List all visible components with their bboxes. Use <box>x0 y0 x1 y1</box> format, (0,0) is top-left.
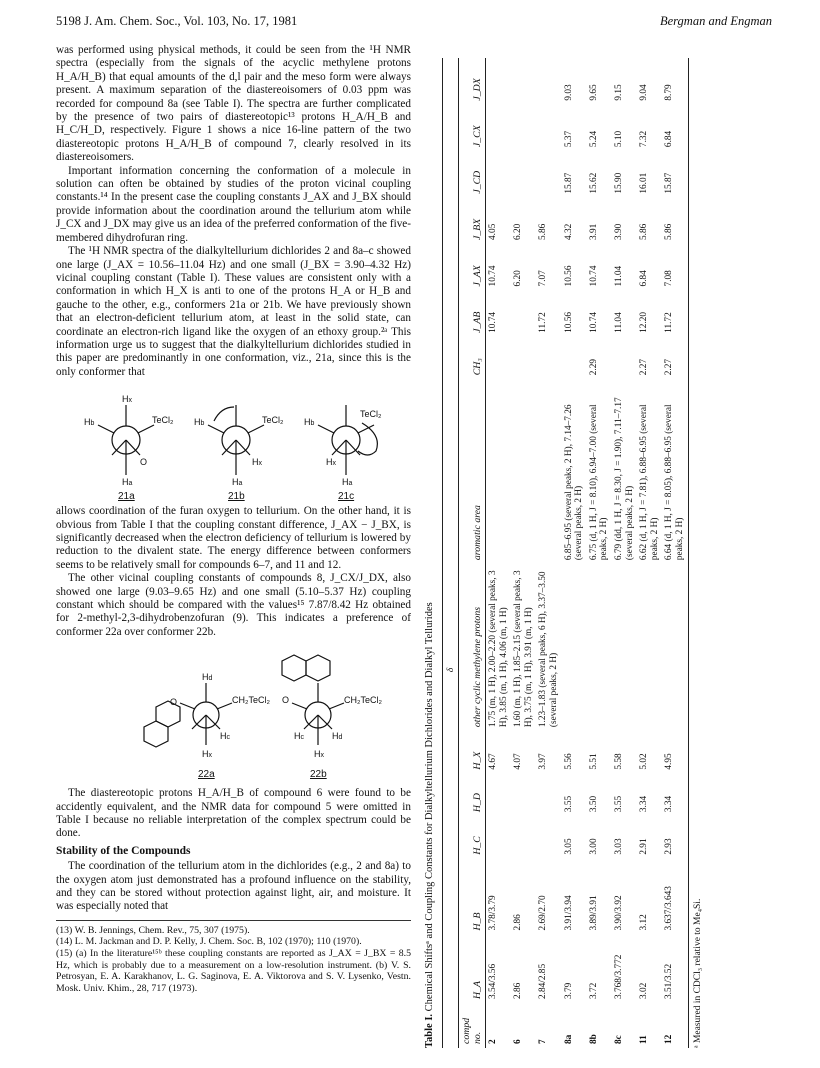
table-cell: 2.27 <box>639 358 650 376</box>
table-cell: 10.56 <box>563 265 574 287</box>
table-cell: 5.86 <box>538 223 549 241</box>
table-cell: 3.55 <box>613 795 624 813</box>
table-cell: 6 <box>513 1039 524 1044</box>
table-cell: 3.90/3.92 <box>613 895 624 931</box>
table-cell <box>486 151 512 198</box>
svg-text:O: O <box>140 457 148 468</box>
table-cell: 3.50 <box>588 795 599 813</box>
table-cell: 1.23–1.83 (several peaks, 6 H), 3.37–3.50 (several peaks, 2 H) <box>538 571 559 728</box>
svg-text:Hc: Hc <box>294 731 304 742</box>
table-cell: 2.91 <box>639 838 650 855</box>
table-cell: 3.51/3.52 <box>662 935 688 1004</box>
table-cell: 11.72 <box>662 290 688 336</box>
conformer-figure-22 <box>56 645 411 783</box>
table-cell <box>536 58 561 105</box>
table-cell: 5.02 <box>639 753 650 770</box>
table-cell: 8c <box>613 1035 624 1044</box>
table-cell: 2.84/2.85 <box>538 963 549 1000</box>
table-cell: 3.00 <box>588 838 599 855</box>
table-cell: 10.74 <box>588 311 599 333</box>
table-cell: 12.20 <box>639 311 650 333</box>
column-header: J_DX <box>459 58 486 105</box>
table-cell <box>536 816 561 859</box>
table-cell <box>511 379 536 564</box>
newman-projections-21 <box>56 385 411 501</box>
table-cell <box>612 564 637 731</box>
table-cell: 3.79 <box>563 982 574 1000</box>
table-cell: 11.72 <box>538 312 549 333</box>
paragraph: The diastereotopic protons H_A/H_B of compound 6 were found to be accidently equivalent, and the NMR data for compound 5 were omitted in Table I because no reliable interpretation of the complex spectrum could be done. <box>56 787 411 840</box>
table-cell: 8a <box>563 1034 574 1044</box>
table-cell: 3.34 <box>662 774 688 817</box>
column-header: H_D <box>459 774 486 817</box>
label-21c: 21c <box>338 491 355 502</box>
svg-text:Hx: Hx <box>326 457 336 468</box>
table-cell: 6.79 (dd, 1 H, J = 8.30, J = 1.90), 7.11–7.17 (several peaks, 2 H) <box>613 397 635 561</box>
running-authors: Bergman and Engman <box>659 14 772 28</box>
section-heading: Stability of the Compounds <box>56 844 191 857</box>
table-cell: 3.02 <box>639 982 650 1000</box>
table-cell: 15.87 <box>563 172 574 194</box>
column-header: H_C <box>459 816 486 859</box>
table-footnote: ᵃ Measured in CDCl₃ relative to Me₄Si. <box>692 898 703 1048</box>
table-cell: 6.75 (d, 1 H, J = 8.10), 6.94–7.00 (several peaks, 2 H) <box>588 404 610 561</box>
table-cell: 9.04 <box>639 84 650 101</box>
svg-text:Hb: Hb <box>84 417 95 428</box>
table-cell: 5.58 <box>613 753 624 770</box>
table-cell: 6.62 (d, 1 H, J = 7.81), 6.88–6.95 (several peaks, 2 H) <box>639 404 660 561</box>
table-cell: 3.78/3.79 <box>488 895 498 931</box>
table-cell <box>486 379 512 564</box>
paragraph: was performed using physical methods, it could be seen from the ¹H NMR spectra (especially from the signals of the acyclic methylene protons H_A/H_B) that equal amounts of the d,l pair and the meso form were always present. A maximum separation of the diastereoisomers of 0.03 ppm was recorded for compound 8a (see Table I). The spectra are further complicated by the presence of two pairs of diastereotopic¹³ protons H_A/H_B and H_C/H_D, respectively. Figure 1 shows a nice 16-line pattern of the two diastereotopic protons H_A/H_B of compound 7, clearly resolved in its diastereoisomers. <box>56 44 411 164</box>
table-row <box>612 58 637 1048</box>
table-cell <box>486 816 512 859</box>
column-header: J_AB <box>459 290 486 336</box>
table-cell: 1.75 (m, 1 H), 2.00–2.20 (several peaks, 3 H), 3.85 (m, 1 H), 4.06 (m, 1 H) <box>488 570 509 728</box>
table-cell: 3.637/3.643 <box>662 859 688 935</box>
table-cell: 5.51 <box>588 753 599 770</box>
table-cell: 4.05 <box>488 223 498 241</box>
svg-text:Hb: Hb <box>304 417 315 428</box>
footnote: (13) W. B. Jennings, Chem. Rev., 75, 307 (1975). <box>56 924 250 936</box>
page-header <box>56 14 772 34</box>
paragraph: The coordination of the tellurium atom in the dichlorides (e.g., 2 and 8a) to the oxygen atom just demonstrated has a profound influence on the stability, and they can be stored without protection against light, air, and moisture. It was especially noted that <box>56 860 411 913</box>
column-header: J_CD <box>459 151 486 198</box>
svg-text:TeCl₂: TeCl₂ <box>262 415 284 426</box>
table-cell: 9.03 <box>563 84 574 101</box>
label-21b: 21b <box>228 491 245 502</box>
svg-text:Ha: Ha <box>232 477 243 488</box>
table-cell: 5.86 <box>639 223 650 241</box>
column-header: H_A <box>459 935 486 1004</box>
column-header: compd no. <box>459 1003 486 1048</box>
svg-text:CH₂TeCl₂: CH₂TeCl₂ <box>232 695 270 706</box>
table-cell: 16.01 <box>639 172 650 194</box>
table-cell <box>511 151 536 198</box>
table-cell: 3.89/3.91 <box>588 895 599 931</box>
table-cell: 4.67 <box>488 753 498 770</box>
paragraph: allows coordination of the furan oxygen to tellurium. On the other hand, it is obvious from Table I that the coupling constant difference, J_AX − J_BX, is significantly decreased when the electron deficiency of tellurium is lowered by reduction to the divalent state. The energy difference between conformers seems to be relatively small for compounds 6–7, and 11 and 12. <box>56 505 411 571</box>
table-cell: 6.84 <box>662 105 688 151</box>
svg-text:TeCl₂: TeCl₂ <box>360 409 382 420</box>
table-cell: 5.56 <box>563 753 574 770</box>
table-cell: 3.90 <box>613 223 624 241</box>
table-cell: 3.03 <box>613 838 624 855</box>
column-headers <box>459 58 486 1048</box>
table-cell: 3.34 <box>639 795 650 813</box>
table-cell <box>587 564 612 731</box>
column-header: H_X <box>459 731 486 773</box>
table-cell: 2.86 <box>513 914 524 931</box>
table-cell <box>536 105 561 151</box>
table-cell: 2.69/2.70 <box>538 895 549 931</box>
table-cell: 2.27 <box>662 337 688 379</box>
table-cell: 10.74 <box>488 311 498 333</box>
table-cell: 3.05 <box>563 838 574 855</box>
table-cell: 7.07 <box>538 270 549 287</box>
table-row <box>486 58 512 1048</box>
table-cell <box>486 58 512 105</box>
table-cell: 11.04 <box>613 265 624 287</box>
column-header: J_CX <box>459 105 486 151</box>
svg-text:Ha: Ha <box>342 477 353 488</box>
table-cell: 8.79 <box>662 58 688 105</box>
footnote: (15) (a) In the literature¹⁵ᵇ these coupling constants are reported as J_AX = J_BX = 8.5 Hz, which is probably due to a measurement on a low-resolution instrument. (b) V. S. Petrosyan, E. A. Karakhanov, L. G. Saginova, E. A. Viktorova and S. V. Lysenko, Vestn. Mosk. Univ. Khim., 28, 717 (1973). <box>56 948 411 994</box>
table-cell: 7 <box>538 1039 549 1044</box>
nmr-table <box>442 58 689 1048</box>
svg-text:Hx: Hx <box>314 749 324 760</box>
svg-text:Hx: Hx <box>202 749 212 760</box>
table-cell <box>612 337 637 379</box>
table-cell: 2.93 <box>662 816 688 859</box>
table-cell: 3.97 <box>538 753 549 770</box>
table-cell: 3.55 <box>563 795 574 813</box>
table-cell: 15.87 <box>662 151 688 198</box>
table-cell <box>562 337 587 379</box>
table-cell: 7.32 <box>639 130 650 148</box>
table-cell: 15.62 <box>588 172 599 194</box>
table-row <box>511 58 536 1048</box>
svg-text:CH₂TeCl₂: CH₂TeCl₂ <box>344 695 382 706</box>
table-cell <box>637 564 662 731</box>
table-cell <box>511 58 536 105</box>
newman-projections-22 <box>56 645 411 783</box>
table-cell: 4.95 <box>662 731 688 773</box>
conformer-figure-21 <box>56 385 411 501</box>
footnotes <box>56 920 411 995</box>
svg-text:O: O <box>170 697 178 708</box>
table-cell: 11.04 <box>613 312 624 333</box>
svg-text:Hb: Hb <box>194 417 205 428</box>
table-cell <box>511 337 536 379</box>
table-row <box>536 58 561 1048</box>
table-cell <box>536 379 561 564</box>
table-cell: 10.74 <box>588 265 599 287</box>
table-row <box>637 58 662 1048</box>
table-cell <box>511 290 536 336</box>
table-row <box>662 58 688 1048</box>
table-cell: 11 <box>639 1035 650 1044</box>
svg-text:O: O <box>282 695 290 706</box>
text-column <box>56 44 411 994</box>
table-cell: 2 <box>488 1039 498 1044</box>
table-container <box>424 58 776 1048</box>
table-cell: 1.60 (m, 1 H), 1.85–2.15 (several peaks, 3 H), 3.75 (m, 1 H), 3.91 (m, 1 H) <box>513 570 534 728</box>
label-22a: 22a <box>198 769 215 781</box>
running-head: 5198 J. Am. Chem. Soc., Vol. 103, No. 17, 1981 <box>56 14 298 28</box>
paragraph: The ¹H NMR spectra of the dialkyltellurium dichlorides 2 and 8a–c showed one large (J_AX = 10.56–11.04 Hz) and one small (J_BX = 3.90–4.32 Hz) vicinal coupling constant (Table I). These values are consistent only with a conformation in which H_X is anti to one of the protons H_A or H_B and gauche to the other, e.g., conformers 21a or 21b. We have previously shown that an electron-deficient tellurium atom, at least in the solid state, can coordinate an electron-rich ligand like the oxygen of an ethoxy group.²ᵃ This information urge us to suggest that the dialkyltellurium dichlorides studied in this paper are predominantly in one conformation, viz., 21a, since this is the only conformer that <box>56 245 411 378</box>
table-cell: 4.32 <box>563 223 574 241</box>
table-cell: 4.07 <box>513 753 524 770</box>
table-cell: 6.20 <box>513 270 524 287</box>
table-cell: 5.86 <box>662 198 688 244</box>
table-cell: 3.72 <box>588 982 599 1000</box>
table-cell <box>536 151 561 198</box>
table-cell: 15.90 <box>613 172 624 194</box>
svg-text:Hx: Hx <box>122 394 132 405</box>
table-cell: 6.85–6.95 (several peaks, 2 H), 7.14–7.26 (several peaks, 2 H) <box>563 404 585 561</box>
table-cell: 2.86 <box>513 982 524 1000</box>
table-cell: 2.29 <box>588 358 599 376</box>
delta-header: δ <box>443 337 459 1003</box>
table-cell: 9.15 <box>613 84 624 101</box>
table-row <box>562 58 587 1048</box>
table-cell <box>486 105 512 151</box>
column-header: J_BX <box>459 198 486 244</box>
column-header: CH₃ <box>459 337 486 379</box>
table-cell: 3.91 <box>588 223 599 241</box>
table-cell: 3.54/3.56 <box>488 963 498 1000</box>
table-cell: 3.12 <box>639 914 650 931</box>
table-cell: 9.65 <box>588 84 599 101</box>
label-21a: 21a <box>118 491 135 502</box>
svg-text:Hd: Hd <box>202 672 213 683</box>
table-cell <box>511 105 536 151</box>
table-cell <box>536 337 561 379</box>
table-cell <box>486 337 512 379</box>
table-cell: 5.24 <box>588 130 599 148</box>
svg-text:Hx: Hx <box>252 457 262 468</box>
paragraph: The other vicinal coupling constants of compounds 8, J_CX/J_DX, also showed one large (9.03–9.65 Hz) and one small (5.10–5.37 Hz) coupling constant which should be compared with the values¹⁵ 7.87/8.42 Hz obtained for 2-methyl-2,3-dihydrobenzofuran (9). This indicates a preference of conformer 22a over conformer 22b. <box>56 572 411 638</box>
paragraph: Important information concerning the conformation of a molecule in solution can often be obtained by studies of the proton vicinal coupling constants.¹⁴ In the present case the coupling constants J_AX and J_BX should provide information about the coordination around the tellurium atom while J_CX and J_DX may give us an idea of the preferred conformation of the five-membered dihydrofuran ring. <box>56 164 411 244</box>
table-cell <box>662 564 688 731</box>
table-cell: 12 <box>662 1003 688 1048</box>
table-cell: 5.37 <box>563 130 574 148</box>
svg-text:Ha: Ha <box>122 477 133 488</box>
table-cell: 10.74 <box>488 265 498 287</box>
column-header: other cyclic methylene protons <box>459 564 486 731</box>
svg-text:Hd: Hd <box>332 731 343 742</box>
table-row <box>587 58 612 1048</box>
table-cell: 8b <box>588 1034 599 1044</box>
table-cell: 5.10 <box>613 130 624 148</box>
table-cell <box>511 774 536 817</box>
table-cell: 6.20 <box>513 223 524 241</box>
column-header: aromatic area <box>459 379 486 564</box>
table-cell <box>511 816 536 859</box>
table-cell: 3.768/3.772 <box>613 954 624 1000</box>
table-cell: 7.08 <box>662 244 688 290</box>
table-cell: 6.84 <box>639 270 650 287</box>
table-caption: Table I. Chemical Shiftsᵃ and Coupling Constants for Dialkyltellurium Dichlorides and Dialkyl Tellurides <box>424 602 435 1048</box>
table-cell <box>486 774 512 817</box>
column-header: J_AX <box>459 244 486 290</box>
column-header: H_B <box>459 859 486 935</box>
rotated-table <box>424 58 776 1048</box>
table-body <box>486 58 689 1048</box>
footnote: (14) L. M. Jackman and D. P. Kelly, J. Chem. Soc. B, 102 (1970); 110 (1970). <box>56 936 362 948</box>
table-cell: 10.56 <box>563 311 574 333</box>
table-cell <box>536 774 561 817</box>
table-cell: 3.91/3.94 <box>563 895 574 931</box>
table-cell: 6.64 (d, 1 H, J = 8.05), 6.88–6.95 (several peaks, 2 H) <box>662 379 688 564</box>
svg-text:TeCl₂: TeCl₂ <box>152 415 174 426</box>
label-22b: 22b <box>310 769 327 781</box>
svg-text:Hc: Hc <box>220 731 230 742</box>
table-cell <box>562 564 587 731</box>
